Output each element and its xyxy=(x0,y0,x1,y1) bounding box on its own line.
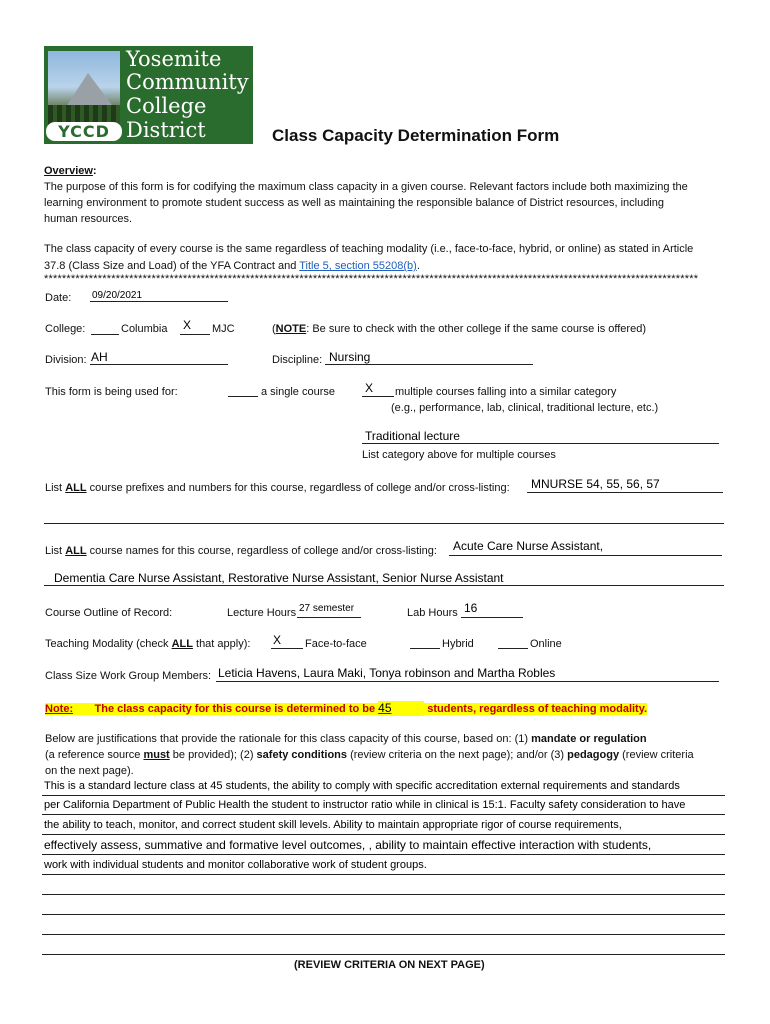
names-all: ALL xyxy=(65,545,87,557)
answer-rule[interactable] xyxy=(42,914,725,915)
justification-text: (review criteria on the next page); and/or (3) xyxy=(347,749,568,761)
answer-rule xyxy=(42,854,725,855)
lecture-hours-field[interactable]: 27 semester xyxy=(299,603,355,614)
division-label: Division: xyxy=(45,354,87,366)
online-label: Online xyxy=(530,638,562,650)
justification-answer[interactable]: work with individual students and monitor collaborative work of student groups. xyxy=(44,859,427,871)
form-title: Class Capacity Determination Form xyxy=(272,126,560,145)
mjc-mark[interactable]: X xyxy=(183,318,192,332)
division-underline xyxy=(90,364,228,365)
online-blank[interactable] xyxy=(498,648,528,649)
justification-line3: on the next page). xyxy=(45,765,134,777)
f2f-label: Face-to-face xyxy=(305,638,367,650)
date-label: Date: xyxy=(45,292,72,304)
logo-word: District xyxy=(126,118,206,142)
discipline-underline xyxy=(325,364,533,365)
justification-answer[interactable]: the ability to teach, monitor, and correct student skill levels. Ability to maintain appropriate rigor of course requirements, xyxy=(44,819,622,831)
prefixes-label xyxy=(45,481,510,495)
overview-p2-line2 xyxy=(44,258,728,274)
justification-pedagogy: pedagogy xyxy=(567,749,620,761)
title5-link[interactable]: Title 5, section 55208(b) xyxy=(299,260,417,272)
capacity-note xyxy=(45,701,647,716)
lecture-hours-underline xyxy=(297,617,361,618)
columbia-label: Columbia xyxy=(121,323,168,335)
single-course-blank[interactable] xyxy=(228,396,258,397)
prefixes-line2[interactable] xyxy=(44,523,724,524)
names-underline xyxy=(449,555,722,556)
names-label-pre: List xyxy=(45,545,66,557)
prefixes-field[interactable]: MNURSE 54, 55, 56, 57 xyxy=(531,477,660,491)
capacity-value[interactable]: 45 xyxy=(378,701,392,715)
multiple-course-blank[interactable] xyxy=(362,396,394,397)
separator-stars: ************************************************************************************************************************************************** xyxy=(44,273,699,285)
date-underline xyxy=(90,301,228,302)
category-field[interactable]: Traditional lecture xyxy=(365,429,460,443)
names-label xyxy=(45,544,437,558)
discipline-label: Discipline: xyxy=(272,354,323,366)
lab-hours-underline xyxy=(461,617,523,618)
justification-text: (a reference source xyxy=(45,749,144,761)
logo-word: Community xyxy=(126,70,249,94)
names-field[interactable]: Acute Care Nurse Assistant, xyxy=(453,539,604,553)
discipline-field[interactable]: Nursing xyxy=(329,350,371,364)
hybrid-label: Hybrid xyxy=(442,638,474,650)
prefixes-label-pre: List xyxy=(45,482,66,494)
overview-colon: : xyxy=(92,165,97,177)
division-field[interactable]: AH xyxy=(91,350,108,364)
multiple-course-label: multiple courses falling into a similar category xyxy=(395,386,617,398)
lecture-hours-label: Lecture Hours xyxy=(227,607,297,619)
overview-p2-period: . xyxy=(416,260,420,272)
mjc-blank[interactable] xyxy=(180,334,210,335)
used-for-label: This form is being used for: xyxy=(45,386,178,398)
category-caption: List category above for multiple courses xyxy=(362,449,556,461)
prefixes-label-post: course prefixes and numbers for this course, regardless of college and/or cross-listing: xyxy=(86,482,510,494)
names-field-line2[interactable]: Dementia Care Nurse Assistant, Restorative Nurse Assistant, Senior Nurse Assistant xyxy=(54,571,504,585)
prefixes-all: ALL xyxy=(65,482,87,494)
justification-text: Below are justifications that provide the rationale for this class capacity of this course, based on: (1) xyxy=(45,733,532,745)
members-underline xyxy=(216,681,719,682)
names-line2 xyxy=(44,585,724,586)
answer-rule[interactable] xyxy=(42,954,725,955)
answer-rule xyxy=(42,874,725,875)
justification-text: be provided); (2) xyxy=(169,749,257,761)
answer-rule xyxy=(42,814,725,815)
footer-note: (REVIEW CRITERIA ON NEXT PAGE) xyxy=(294,959,485,971)
yccd-logo xyxy=(44,46,253,144)
multiple-course-example: (e.g., performance, lab, clinical, traditional lecture, etc.) xyxy=(391,402,659,414)
justification-line1 xyxy=(45,732,647,746)
logo-badge: YCCD xyxy=(46,122,122,141)
f2f-blank xyxy=(271,648,303,649)
justification-text: (review criteria xyxy=(619,749,694,761)
modality-label-post: that apply): xyxy=(192,638,251,650)
justification-answer[interactable]: per California Department of Public Health the student to instructor ratio while in clinical is 15:1. Faculty safety consideration to have xyxy=(44,799,686,811)
category-underline xyxy=(362,443,719,444)
answer-rule[interactable] xyxy=(42,894,725,895)
college-note xyxy=(272,322,646,336)
logo-word: College xyxy=(126,94,207,118)
modality-label xyxy=(45,637,250,651)
overview-heading xyxy=(44,163,728,179)
overview-p1-line: human resources. xyxy=(44,213,133,225)
capacity-note-post: students, regardless of teaching modality. xyxy=(424,703,648,715)
columbia-blank[interactable] xyxy=(91,334,119,335)
overview-p1-line: The purpose of this form is for codifying the maximum class capacity in a given course. Relevant factors include both maximizing the xyxy=(44,181,688,193)
overview-p2-text: 37.8 (Class Size and Load) of the YFA Contract and xyxy=(44,260,300,272)
mjc-label: MJC xyxy=(212,323,235,335)
multiple-course-mark[interactable]: X xyxy=(365,381,374,395)
answer-rule[interactable] xyxy=(42,934,725,935)
note-text: : Be sure to check with the other college if the same course is offered) xyxy=(306,323,646,335)
f2f-mark[interactable]: X xyxy=(273,633,282,647)
justification-safety: safety conditions xyxy=(256,749,348,761)
justification-answer[interactable]: effectively assess, summative and formative level outcomes, , ability to maintain effective interaction with students, xyxy=(44,838,652,852)
college-label: College: xyxy=(45,323,86,335)
outline-label: Course Outline of Record: xyxy=(45,607,173,619)
note-label: NOTE xyxy=(275,323,307,335)
hybrid-blank[interactable] xyxy=(410,648,440,649)
capacity-note-pre: The class capacity for this course is determined to be xyxy=(94,703,379,715)
answer-rule xyxy=(42,795,725,796)
members-field[interactable]: Leticia Havens, Laura Maki, Tonya robinson and Martha Robles xyxy=(218,666,556,680)
note-open-paren: ( xyxy=(272,323,276,335)
justification-must: must xyxy=(143,749,170,761)
overview-p1-line: learning environment to promote student success as well as maintaining the responsible balance of District resources, including xyxy=(44,197,664,209)
members-label: Class Size Work Group Members: xyxy=(45,670,212,682)
overview-p2-line: The class capacity of every course is the same regardless of teaching modality (i.e., face-to-face, hybrid, or online) as stated in Article xyxy=(44,243,694,255)
answer-rule xyxy=(42,834,725,835)
prefixes-underline xyxy=(527,492,723,493)
justification-line2 xyxy=(45,748,694,762)
logo-word: Yosemite xyxy=(126,47,222,71)
lab-hours-field[interactable]: 16 xyxy=(464,601,478,615)
modality-all: ALL xyxy=(171,638,193,650)
date-field[interactable]: 09/20/2021 xyxy=(92,290,143,301)
overview-heading-text: Overview xyxy=(44,165,93,177)
lab-hours-label: Lab Hours xyxy=(407,607,458,619)
capacity-note-label: Note: xyxy=(45,703,74,715)
modality-label-pre: Teaching Modality (check xyxy=(45,638,172,650)
single-course-label: a single course xyxy=(261,386,335,398)
capacity-value-blank[interactable] xyxy=(378,701,424,716)
justification-mandate: mandate or regulation xyxy=(531,733,647,745)
half-dome-photo xyxy=(48,51,120,131)
justification-answer[interactable]: This is a standard lecture class at 45 students, the ability to comply with specific accreditation external requirements and standards xyxy=(44,780,680,792)
names-label-post: course names for this course, regardless of college and/or cross-listing: xyxy=(86,545,437,557)
